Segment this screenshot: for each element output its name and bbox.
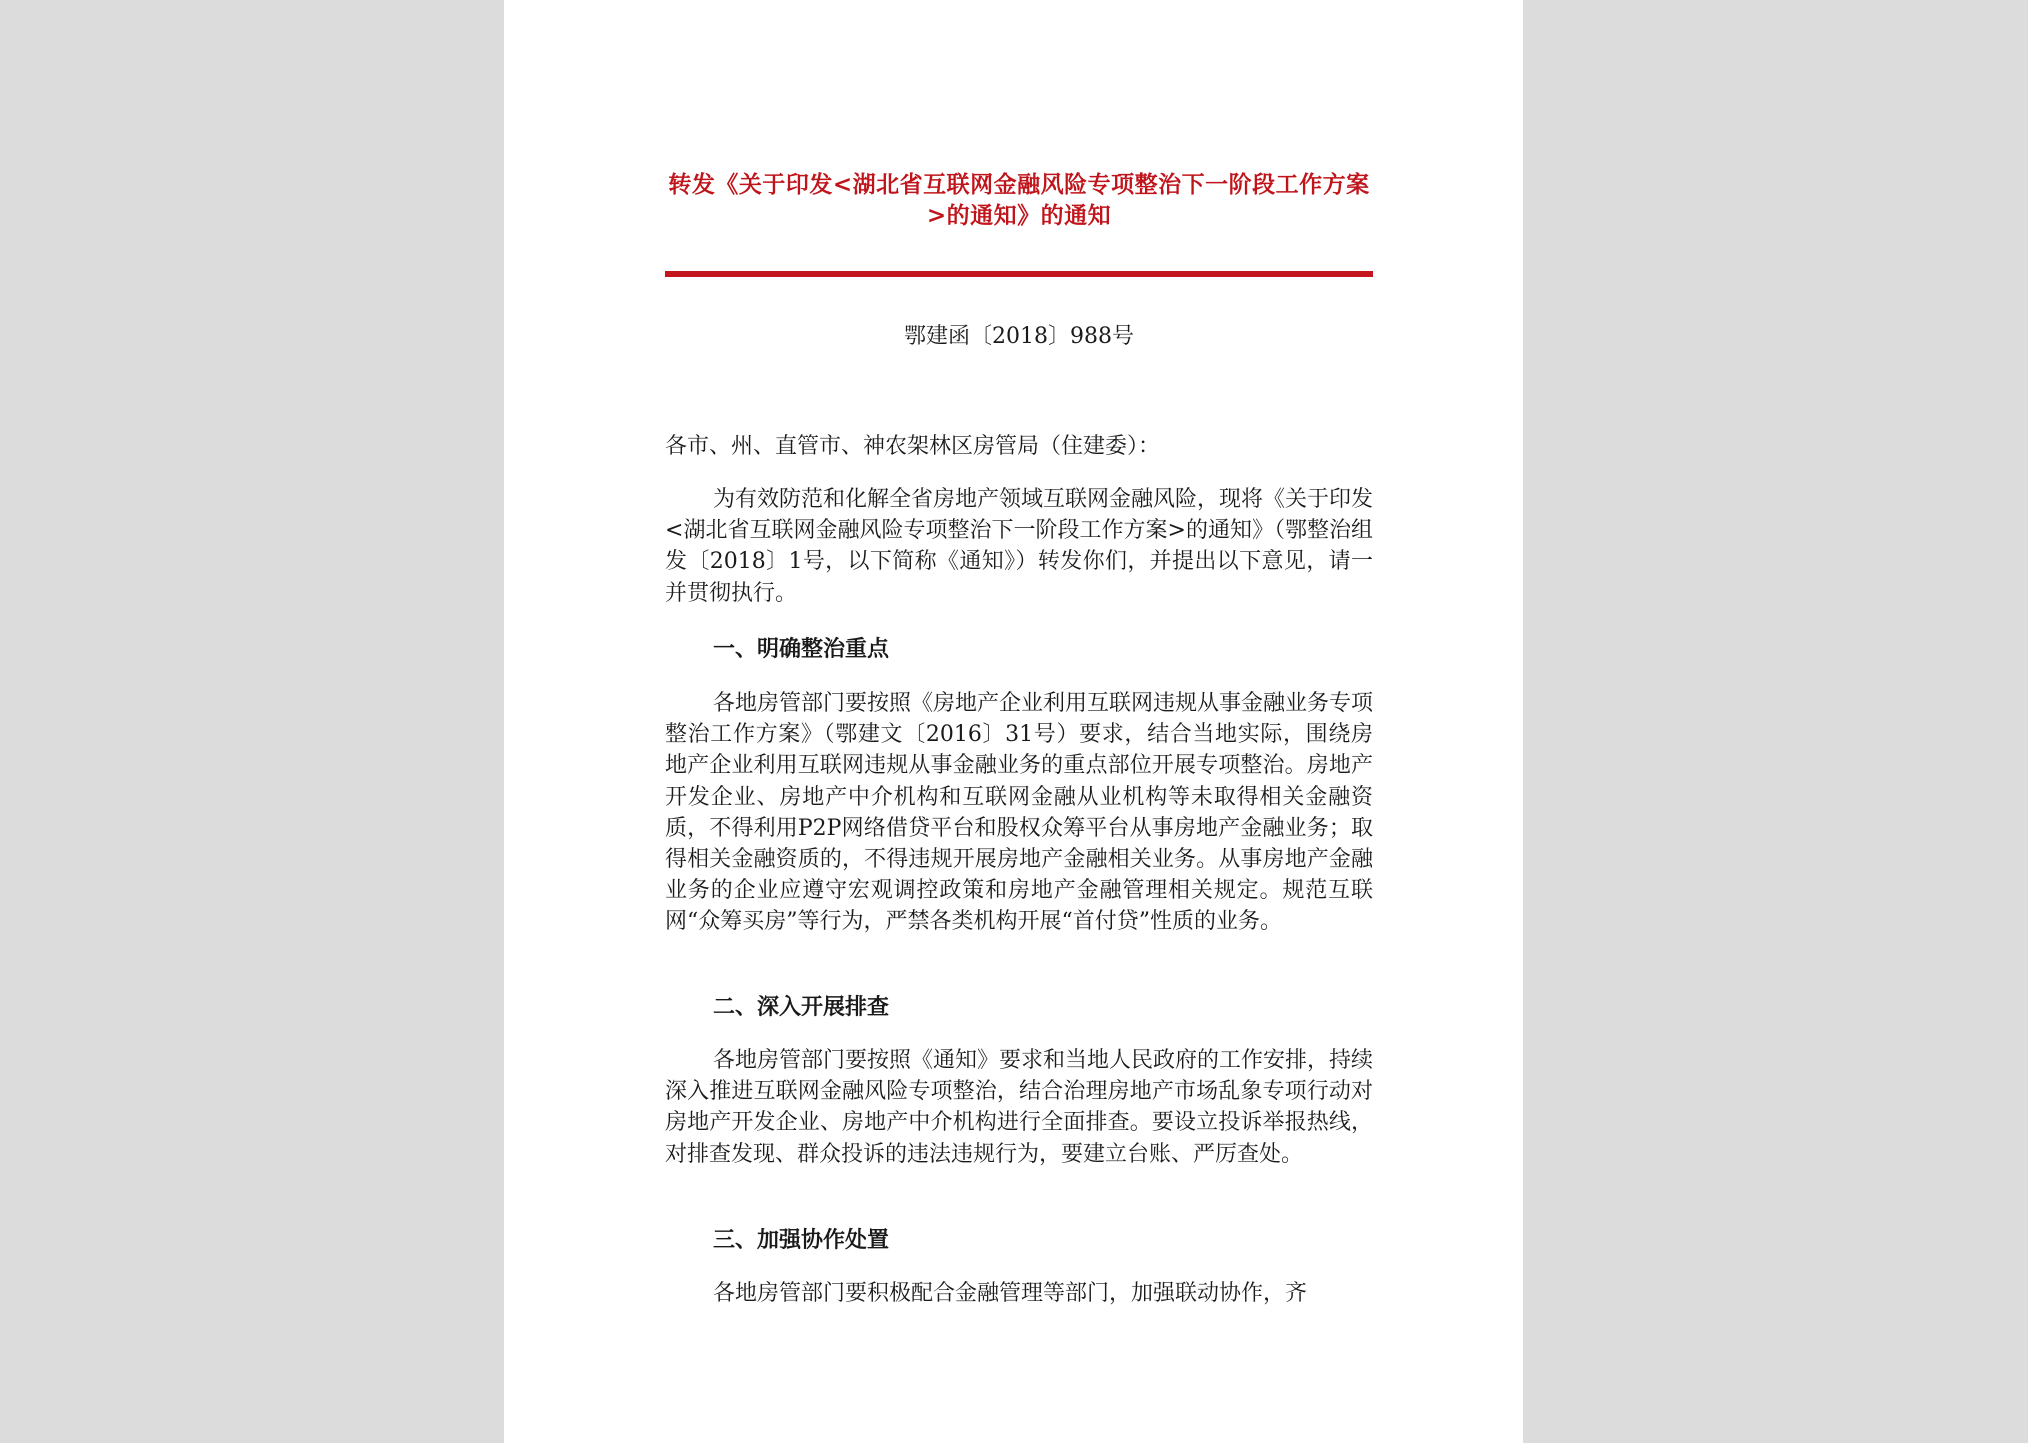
section-body-2: 各地房管部门要按照《通知》要求和当地人民政府的工作安排，持续深入推进互联网金融风险专项整治，结合治理房地产市场乱象专项行动对房地产开发企业、房地产中介机构进行全面排查。要设立投诉举报热线，对排查发现、群众投诉的违法违规行为，要建立台账、严厉查处。	[665, 1048, 1374, 1167]
addressee-line: 各市、州、直管市、神农架林区房管局（住建委）：	[665, 434, 1161, 459]
section-body-1: 各地房管部门要按照《房地产企业利用互联网违规从事金融业务专项整治工作方案》（鄂建文〔2016〕31号）要求，结合当地实际，围绕房地产企业利用互联网违规从事金融业务的重点部位开展专项整治。房地产开发企业、房地产中介机构和互联网金融从业机构等未取得相关金融资质，不得利用P2P网络借贷平台和股权众筹平台从事房地产金融业务；取得相关金融资质的，不得违规开展房地产金融相关业务。从事房地产金融业务的企业应遵守宏观调控政策和房地产金融管理相关规定。规范互联网“众筹买房”等行为，严禁各类机构开展“首付贷”性质的业务。	[665, 691, 1374, 935]
section-heading-3: 三、加强协作处置	[713, 1227, 890, 1253]
red-header-rule	[665, 271, 1373, 277]
document-number: 鄂建函〔2018〕988号	[904, 324, 1134, 349]
section-body-3: 各地房管部门要积极配合金融管理等部门，加强联动协作，齐	[713, 1281, 1308, 1306]
section-heading-2: 二、深入开展排查	[713, 994, 890, 1020]
intro-paragraph: 为有效防范和化解全省房地产领域互联网金融风险，现将《关于印发<湖北省互联网金融风险专项整治下一阶段工作方案>的通知》（鄂整治组发〔2018〕1号，以下简称《通知》）转发你们，并提出以下意见，请一并贯彻执行。	[665, 487, 1374, 606]
document-page	[504, 0, 1523, 1443]
section-heading-1: 一、明确整治重点	[713, 636, 890, 662]
document-title: 转发《关于印发<湖北省互联网金融风险专项整治下一阶段工作方案>的通知》的通知	[668, 171, 1370, 229]
